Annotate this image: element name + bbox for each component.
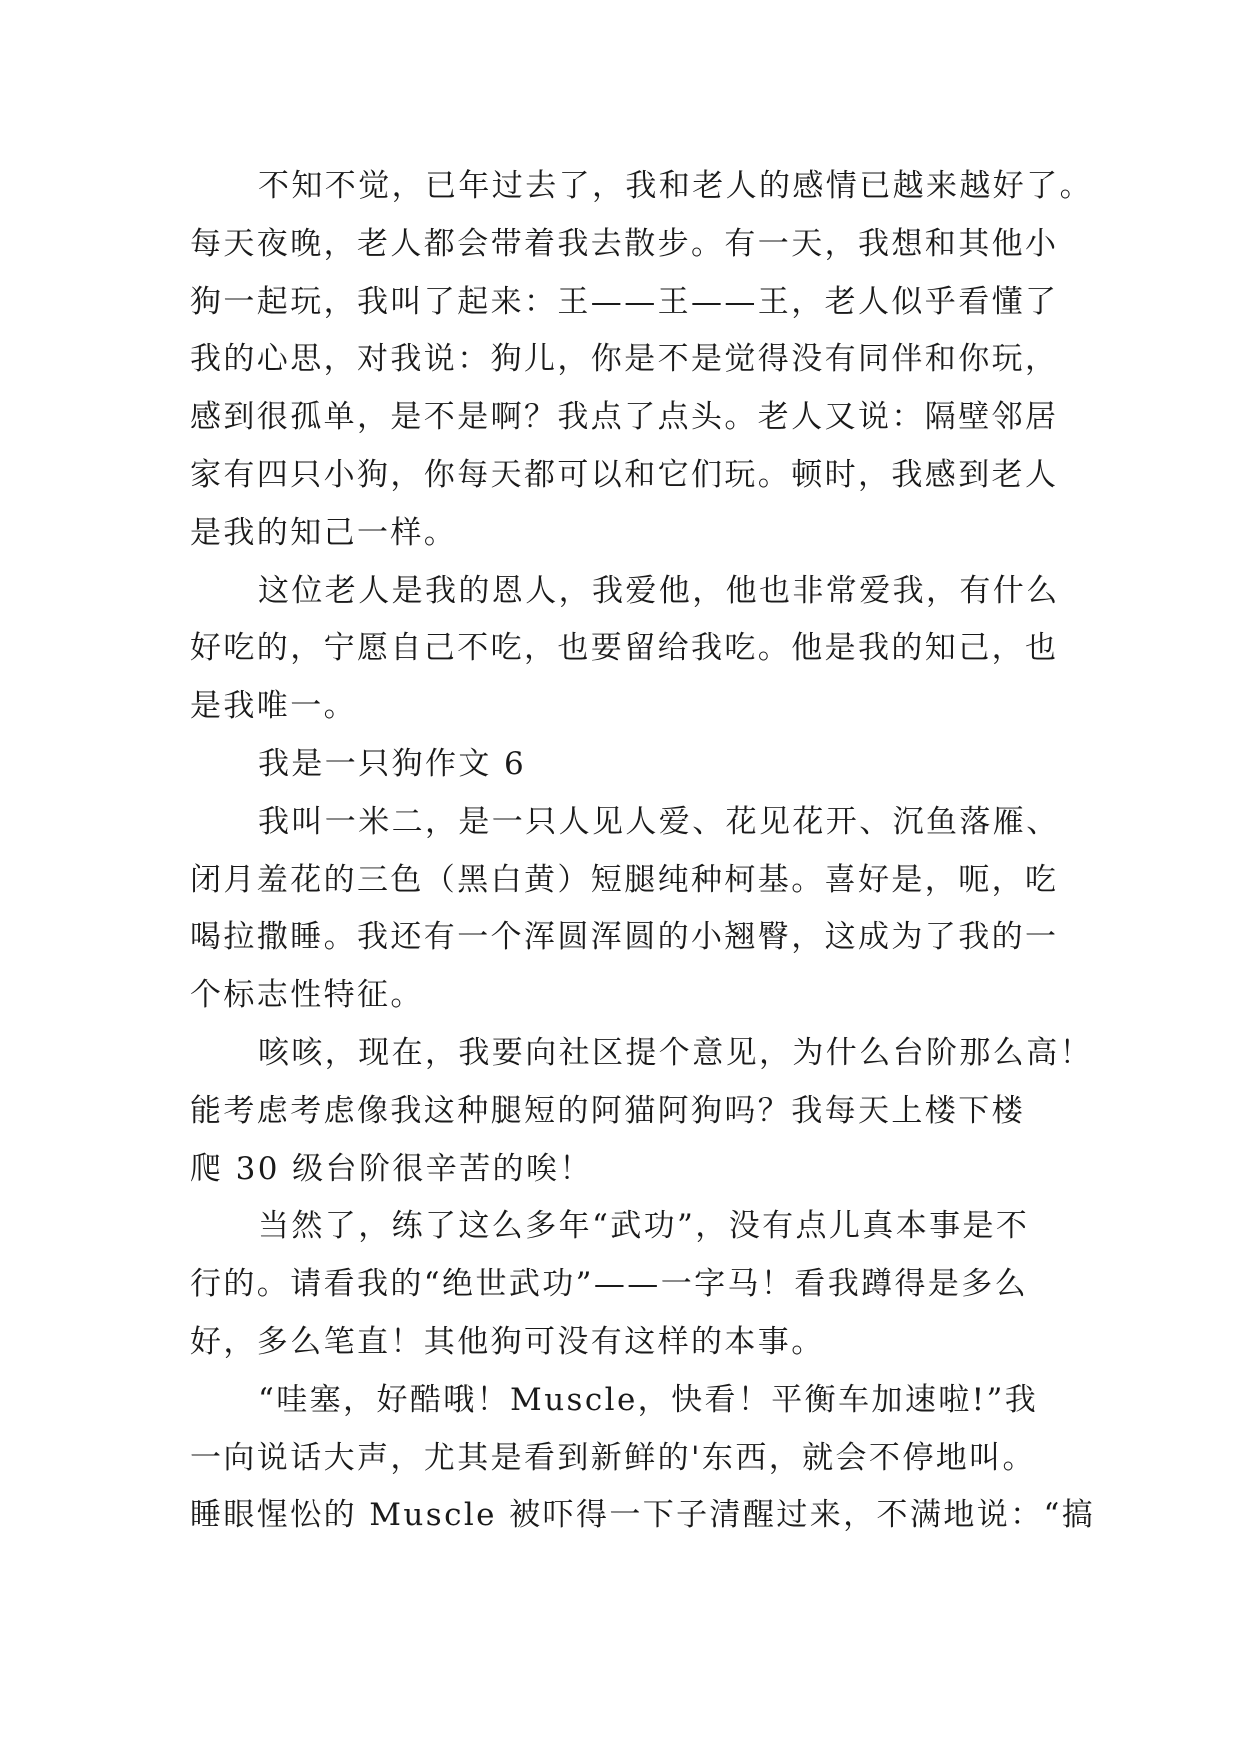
text-line: 喝拉撒睡。我还有一个浑圆浑圆的小翘臀，这成为了我的一 [190,919,1059,956]
text-line: 是我的知己一样。 [190,514,458,551]
text-line: 睡眼惺忪的 Muscle 被吓得一下子清醒过来，不满地说：“搞 [190,1497,1096,1534]
text-line: 这位老人是我的恩人，我爱他，他也非常爱我，有什么 [258,572,1060,609]
text-line: 是我唯一。 [190,688,357,725]
text-line: 家有四只小狗，你每天都可以和它们玩。顿时，我感到老人 [190,456,1059,493]
text-line: 当然了，练了这么多年“武功”，没有点儿真本事是不 [258,1208,1030,1245]
text-line: “哇塞，好酷哦！Muscle，快看！平衡车加速啦!”我 [258,1381,1039,1418]
text-line: 咳咳，现在，我要向社区提个意见，为什么台阶那么高！ [258,1034,1093,1071]
text-line: 好吃的，宁愿自己不吃，也要留给我吃。他是我的知己，也 [190,630,1059,667]
text-line: 感到很孤单，是不是啊？我点了点头。老人又说：隔壁邻居 [190,399,1059,436]
text-line: 行的。请看我的“绝世武功”——一字马！看我蹲得是多么 [190,1266,1029,1303]
text-line: 不知不觉，已年过去了，我和老人的感情已越来越好了。 [258,168,1093,204]
text-line: 一向说话大声，尤其是看到新鲜的'东西，就会不停地叫。 [190,1439,1036,1476]
text-line: 爬 30 级台阶很辛苦的唉！ [190,1150,593,1187]
document-body [190,158,1096,1545]
section-heading: 我是一只狗作文 6 [258,745,527,782]
text-line: 狗一起玩，我叫了起来：王——王——王，老人似乎看懂了 [190,283,1059,320]
text-line: 每天夜晚，老人都会带着我去散步。有一天，我想和其他小 [190,225,1059,262]
text-line: 能考虑考虑像我这种腿短的阿猫阿狗吗？我每天上楼下楼 [190,1092,1025,1129]
text-line: 闭月羞花的三色（黑白黄）短腿纯种柯基。喜好是，呃，吃 [190,861,1059,898]
text-line: 我叫一米二，是一只人见人爱、花见花开、沉鱼落雁、 [258,803,1060,840]
text-line: 好，多么笔直！其他狗可没有这样的本事。 [190,1323,825,1360]
text-line: 个标志性特征。 [190,977,424,1014]
text-line: 我的心思，对我说：狗儿，你是不是觉得没有同伴和你玩， [190,341,1059,378]
